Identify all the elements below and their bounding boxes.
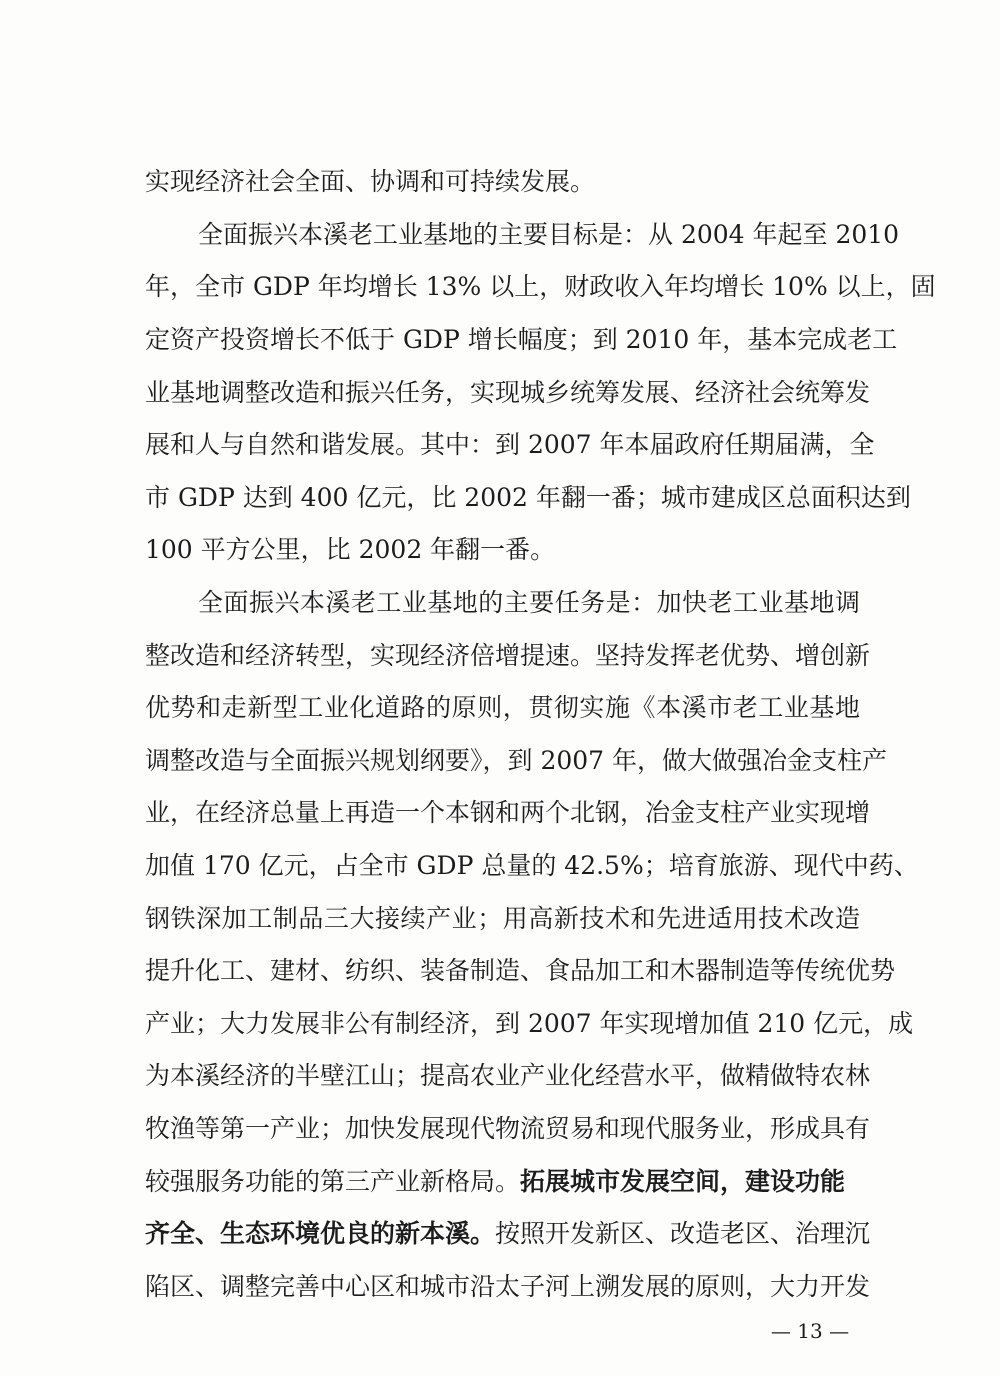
text-line: 100 平方公里，比 2002 年翻一番。	[145, 535, 556, 564]
text-line: 为本溪经济的半壁江山；提高农业产业化经营水平，做精做特农林	[145, 1061, 871, 1090]
text-line: 市 GDP 达到 400 亿元，比 2002 年翻一番；城市建成区总面积达到	[145, 483, 911, 512]
page-number: — 13 —	[770, 1319, 850, 1343]
text-run: 较强服务功能的第三产业新格局。	[145, 1167, 521, 1196]
text-line: 年，全市 GDP 年均增长 13% 以上，财政收入年均增长 10% 以上，固	[145, 272, 936, 301]
text-line: 产业；大力发展非公有制经济，到 2007 年实现增加值 210 亿元，成	[145, 1009, 914, 1038]
text-line: 钢铁深加工制品三大接续产业；用高新技术和先进适用技术改造	[145, 904, 860, 933]
text-line: 业基地调整改造和振兴任务，实现城乡统筹发展、经济社会统筹发	[145, 378, 871, 407]
text-line: 加值 170 亿元，占全市 GDP 总量的 42.5%；培育旅游、现代中药、	[145, 851, 919, 880]
bold-text-run: 拓展城市发展空间，建设功能	[520, 1167, 846, 1196]
text-line: 实现经济社会全面、协调和可持续发展。	[145, 167, 596, 196]
text-line: 全面振兴本溪老工业基地的主要任务是：加快老工业基地调	[198, 588, 860, 617]
text-line: 优势和走新型工业化道路的原则，贯彻实施《本溪市老工业基地	[145, 693, 860, 722]
text-line: 业，在经济总量上再造一个本钢和两个北钢，冶金支柱产业实现增	[145, 798, 871, 827]
text-line: 陷区、调整完善中心区和城市沿太子河上溯发展的原则，大力开发	[145, 1272, 871, 1301]
text-line: 整改造和经济转型，实现经济倍增提速。坚持发挥老优势、增创新	[145, 641, 871, 670]
text-line	[145, 1209, 871, 1259]
text-line: 提升化工、建材、纺织、装备制造、食品加工和木器制造等传统优势	[145, 956, 896, 985]
text-run: 按照开发新区、改造老区、治理沉	[495, 1219, 871, 1248]
text-line: 定资产投资增长不低于 GDP 增长幅度；到 2010 年，基本完成老工	[145, 325, 898, 354]
bold-text-run: 齐全、生态环境优良的新本溪。	[145, 1219, 496, 1248]
text-line: 展和人与自然和谐发展。其中：到 2007 年本届政府任期届满，全	[145, 430, 875, 459]
text-line	[145, 1157, 860, 1207]
text-line: 全面振兴本溪老工业基地的主要目标是：从 2004 年起至 2010	[198, 220, 900, 249]
text-line: 调整改造与全面振兴规划纲要》，到 2007 年，做大做强冶金支柱产	[145, 746, 888, 775]
text-line: 牧渔等第一产业；加快发展现代物流贸易和现代服务业，形成具有	[145, 1114, 871, 1143]
